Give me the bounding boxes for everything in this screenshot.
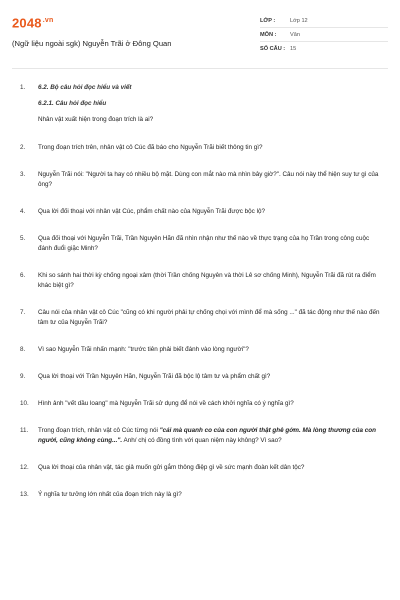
question-list (12, 69, 388, 500)
meta-row-class (260, 14, 388, 28)
question-item (20, 234, 380, 254)
question-text: Trong đoạn trích trên, nhân vật cô Cúc đã báo cho Nguyễn Trãi biết thông tin gì? (38, 144, 263, 151)
question-text: Nhân vật xuất hiện trong đoạn trích là ai? (38, 116, 154, 123)
meta-row-count (260, 42, 388, 55)
site-logo[interactable] (12, 14, 172, 30)
question-number: 4. (20, 208, 26, 215)
question-text: Hình ảnh "vết dầu loang" mà Nguyễn Trãi sử dụng để nói về cách khởi nghĩa có ý nghĩa gì? (38, 400, 294, 407)
brand-block (12, 14, 172, 48)
meta-value: Lớp 12 (290, 17, 308, 24)
question-text: Qua lời thoại của nhân vật, tác giả muốn gửi gắm thông điệp gì về sức mạnh đoàn kết dân tộc? (38, 464, 305, 471)
logo-suffix: .vn (42, 17, 54, 24)
question-text: Qua đối thoại với Nguyễn Trãi, Trần Nguyên Hãn đã nhìn nhận như thế nào về thực trạng của họ Trần trong công cuộc đánh đuổi giặc Minh? (38, 235, 370, 252)
question-text-before: Trong đoạn trích, nhân vật cô Cúc từng nói (38, 427, 160, 434)
section-heading: 6.2. Bộ câu hỏi đọc hiểu và viết (38, 84, 132, 91)
question-number: 12. (20, 464, 29, 471)
question-text-after: Anh/ chị có đồng tình với quan niệm này không? Vì sao? (122, 437, 282, 444)
question-text: Khi so sánh hai thời kỳ chống ngoại xâm (thời Trần chống Nguyên và thời Lê sơ chống Minh), Nguyễn Trãi đã rút ra điểm khác biệt gì? (38, 272, 376, 289)
question-number: 13. (20, 491, 29, 498)
question-text: Qua lời đối thoại với nhân vật Cúc, phẩm chất nào của Nguyễn Trãi được bộc lộ? (38, 208, 265, 215)
question-text: Câu nói của nhân vật cô Cúc "cũng có khi người phải tự chống chọi với mình để mà sống ..." đã tác động như thế nào đến tâm tư của Nguyễn Trãi? (38, 309, 380, 326)
question-item (20, 426, 380, 446)
question-number: 10. (20, 400, 29, 407)
logo-text: 2048 (12, 15, 42, 31)
question-item (20, 372, 380, 382)
question-number: 2. (20, 144, 26, 151)
question-item (20, 143, 380, 153)
question-body (38, 83, 380, 125)
question-number: 8. (20, 346, 26, 353)
meta-value: Văn (290, 31, 300, 38)
document-title: (Ngữ liệu ngoài sgk) Nguyễn Trãi ở Đông Quan (12, 39, 172, 49)
question-item (20, 308, 380, 328)
question-item (20, 345, 380, 355)
quoted-text: "cái mà quanh co của con người thật ghê gớm. Mà lòng thương của con người, cũng không cùng...". (38, 427, 376, 444)
question-text: Vì sao Nguyễn Trãi nhấn mạnh: "trước tiên phải biết đánh vào lòng người"? (38, 346, 249, 353)
question-item (20, 83, 380, 125)
question-text: Qua lời thoại với Trần Nguyên Hãn, Nguyễn Trãi đã bộc lộ tâm tư và phẩm chất gì? (38, 373, 271, 380)
worksheet-header (12, 0, 388, 69)
question-item (20, 207, 380, 217)
meta-value: 15 (290, 45, 297, 52)
question-item (20, 490, 380, 500)
question-text: Nguyễn Trãi nói: "Người ta hay có nhiều bộ mặt. Dùng con mắt nào mà nhìn bây giờ?". Câu nói này thể hiện suy tư gì của ông? (38, 171, 379, 188)
question-number: 11. (20, 427, 29, 434)
question-number: 6. (20, 272, 26, 279)
meta-row-subject (260, 28, 388, 42)
question-number: 3. (20, 171, 26, 178)
question-number: 9. (20, 373, 26, 380)
question-text: Ý nghĩa tư tưởng lớn nhất của đoạn trích này là gì? (38, 491, 182, 498)
question-item (20, 271, 380, 291)
meta-label: LỚP : (260, 17, 276, 24)
question-item (20, 170, 380, 190)
question-number: 7. (20, 309, 26, 316)
question-item (20, 463, 380, 473)
question-number: 5. (20, 235, 26, 242)
subsection-heading: 6.2.1. Câu hỏi đọc hiểu (38, 100, 107, 107)
meta-label: MÔN : (260, 31, 277, 38)
question-item (20, 399, 380, 409)
meta-table (260, 14, 388, 55)
question-body (38, 426, 380, 446)
meta-label: SỐ CÂU : (260, 45, 286, 52)
question-number: 1. (20, 84, 26, 91)
